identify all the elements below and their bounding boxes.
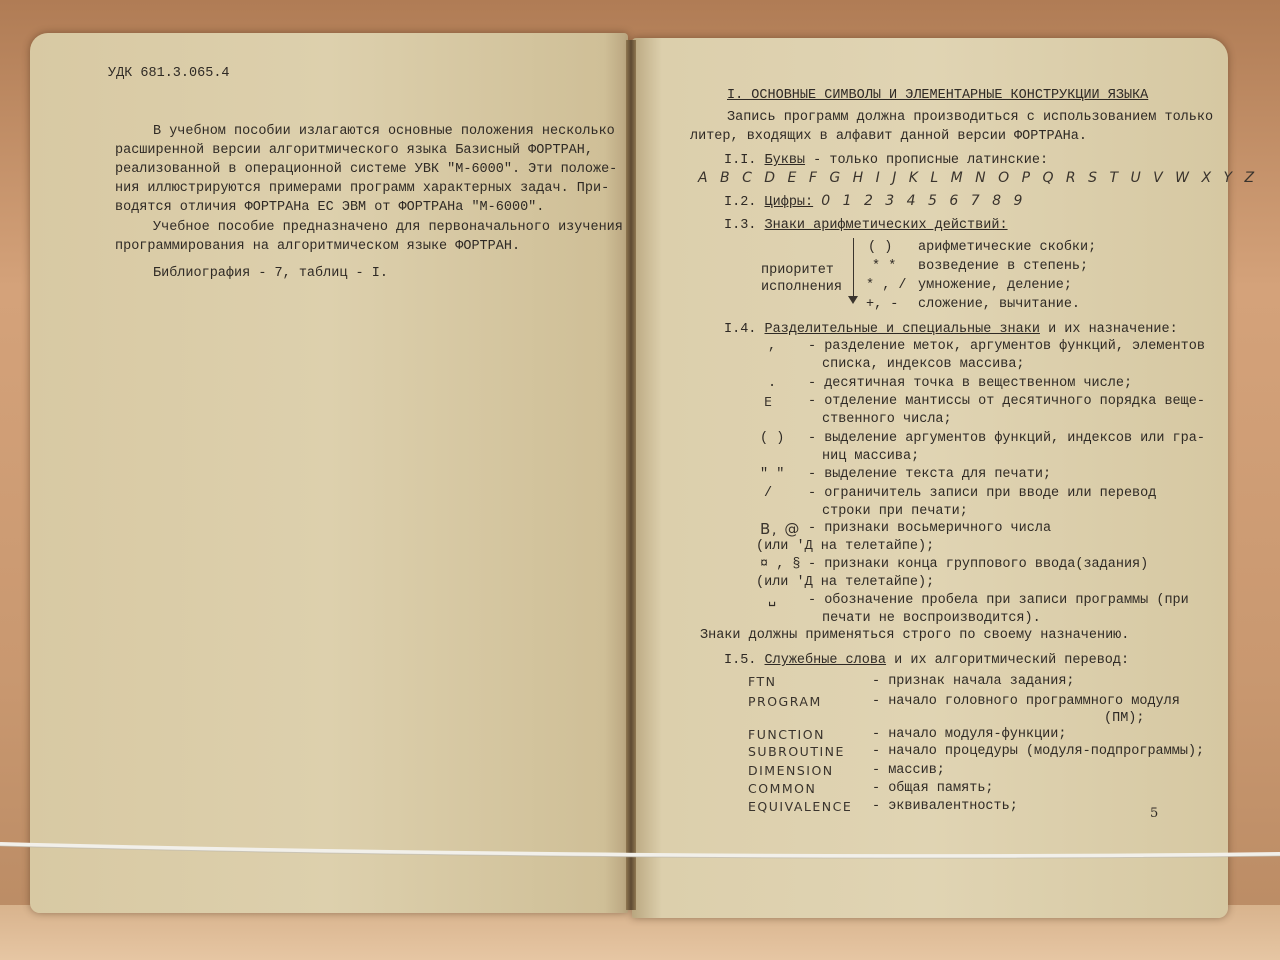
usage-note: Знаки должны применяться строго по своему назначению. bbox=[700, 628, 1130, 643]
priority-label: исполнения bbox=[761, 280, 843, 295]
sep-desc: - разделение меток, аргументов функций, элементов bbox=[808, 339, 1205, 354]
keyword-desc-cont: (ПМ); bbox=[1104, 711, 1145, 726]
keyword: EQUIVALENCE bbox=[748, 799, 853, 814]
section-heading: I. ОСНОВНЫЕ СИМВОЛЫ И ЭЛЕМЕНТАРНЫЕ КОНСТРУКЦИИ ЯЗЫКА bbox=[727, 88, 1149, 103]
space-symbol: ␣ bbox=[768, 593, 777, 608]
section-title: Разделительные и специальные знаки bbox=[764, 322, 1040, 337]
section-1-5 bbox=[724, 653, 1129, 669]
keyword: PROGRAM bbox=[748, 694, 822, 709]
sep-symbol: " " bbox=[760, 467, 785, 482]
sep-desc: строки при печати; bbox=[822, 504, 968, 519]
section-title: Служебные слова bbox=[764, 653, 887, 668]
sep-desc: - ограничитель записи при вводе или перевод bbox=[808, 486, 1157, 501]
keyword-desc: - массив; bbox=[872, 763, 945, 778]
octal-desc: - признаки восьмеричного числа bbox=[808, 521, 1052, 536]
sep-desc: - выделение аргументов функций, индексов или гра- bbox=[808, 431, 1205, 446]
sep-desc: ниц массива; bbox=[822, 449, 920, 464]
section-rest: - только прописные латинские: bbox=[813, 153, 1049, 168]
section-1-2 bbox=[724, 193, 1026, 211]
space-desc: печати не воспроизводится). bbox=[822, 611, 1041, 626]
octal-note: (или 'Д на телетайпе); bbox=[756, 539, 935, 554]
sep-desc: - десятичная точка в вещественном числе; bbox=[808, 376, 1133, 391]
keyword-desc: - начало головного программного модуля bbox=[872, 694, 1180, 709]
sep-desc: списка, индексов массива; bbox=[822, 357, 1025, 372]
latin-alphabet: A B C D E F G H I J K L M N O P Q R S T U V W X Y Z bbox=[698, 170, 1259, 186]
abstract-line: ния иллюстрируются примерами программ характерных задач. При- bbox=[115, 181, 610, 196]
intro-line: литер, входящих в алфавит данной версии ФОРТРАНа. bbox=[690, 129, 1087, 144]
sep-desc: - выделение текста для печати; bbox=[808, 467, 1052, 482]
groupend-desc: - признаки конца группового ввода(задания) bbox=[808, 557, 1149, 572]
udk-code: УДК 681.3.065.4 bbox=[108, 66, 230, 81]
section-title: Цифры: bbox=[764, 195, 814, 210]
op-symbol: * , / bbox=[866, 278, 907, 293]
section-title: Буквы bbox=[764, 153, 806, 168]
sep-symbol: / bbox=[764, 486, 773, 501]
intro-line: Запись программ должна производиться с использованием только bbox=[727, 110, 1214, 125]
abstract-line: расширенной версии алгоритмического языка Базисный ФОРТРАН, bbox=[115, 143, 593, 158]
sep-symbol: E bbox=[764, 394, 774, 409]
section-number: I.5. bbox=[724, 653, 757, 668]
keyword: COMMON bbox=[748, 781, 817, 796]
section-number: I.I. bbox=[724, 153, 757, 168]
abstract-line: реализованной в операционной системе УВК "М-6000". Эти положе- bbox=[115, 162, 618, 177]
priority-label: приоритет bbox=[761, 263, 834, 278]
keyword-desc: - начало модуля-функции; bbox=[872, 727, 1067, 742]
down-arrow-icon bbox=[848, 296, 858, 304]
sep-desc: ственного числа; bbox=[822, 412, 952, 427]
keyword-desc: - признак начала задания; bbox=[872, 674, 1075, 689]
section-title: Знаки арифметических действий: bbox=[764, 218, 1008, 233]
section-1-1 bbox=[724, 153, 1048, 169]
section-rest: и их назначение: bbox=[1048, 322, 1178, 337]
section-1-3 bbox=[724, 218, 1008, 234]
space-desc: - обозначение пробела при записи программы (при bbox=[808, 593, 1189, 608]
abstract-line: Учебное пособие предназначено для первоначального изучения bbox=[153, 220, 623, 235]
section-number: I.3. bbox=[724, 218, 757, 233]
groupend-symbol: ¤ , § bbox=[760, 557, 801, 572]
op-symbol: * * bbox=[872, 259, 897, 274]
book-gutter bbox=[626, 40, 636, 910]
sep-symbol: , bbox=[768, 339, 777, 354]
sep-desc: - отделение мантиссы от десятичного порядка веще- bbox=[808, 394, 1205, 409]
op-desc: сложение, вычитание. bbox=[918, 297, 1081, 312]
section-1-4 bbox=[724, 322, 1178, 338]
bibliography-line: Библиография - 7, таблиц - I. bbox=[153, 266, 388, 281]
op-symbol: ( ) bbox=[868, 240, 893, 255]
keyword: FUNCTION bbox=[748, 727, 825, 742]
groupend-note: (или 'Д на телетайпе); bbox=[756, 575, 935, 590]
op-desc: арифметические скобки; bbox=[918, 240, 1097, 255]
abstract-line: В учебном пособии излагаются основные положения несколько bbox=[153, 124, 615, 139]
section-rest: и их алгоритмический перевод: bbox=[894, 653, 1130, 668]
page-number: 5 bbox=[1150, 806, 1159, 821]
priority-bracket bbox=[853, 238, 854, 300]
keyword-desc: - общая память; bbox=[872, 781, 994, 796]
keyword: DIMENSION bbox=[748, 763, 834, 778]
sep-symbol: ( ) bbox=[760, 431, 785, 446]
keyword-desc: - начало процедуры (модуля-подпрограммы); bbox=[872, 744, 1205, 759]
op-symbol: +, - bbox=[866, 297, 899, 312]
octal-symbol: B, @ bbox=[760, 520, 801, 538]
abstract-line: водятся отличия ФОРТРАНа ЕС ЭВМ от ФОРТРАНа "М-6000". bbox=[115, 200, 545, 215]
op-desc: возведение в степень; bbox=[918, 259, 1089, 274]
keyword: SUBROUTINE bbox=[748, 744, 845, 759]
sep-symbol: . bbox=[768, 376, 777, 391]
keyword-desc: - эквивалентность; bbox=[872, 799, 1018, 814]
digits: 0 1 2 3 4 5 6 7 8 9 bbox=[821, 193, 1027, 209]
abstract-line: программирования на алгоритмическом языке ФОРТРАН. bbox=[115, 239, 521, 254]
op-desc: умножение, деление; bbox=[918, 278, 1072, 293]
section-number: I.4. bbox=[724, 322, 757, 337]
section-number: I.2. bbox=[724, 195, 757, 210]
keyword: FTN bbox=[748, 674, 777, 689]
